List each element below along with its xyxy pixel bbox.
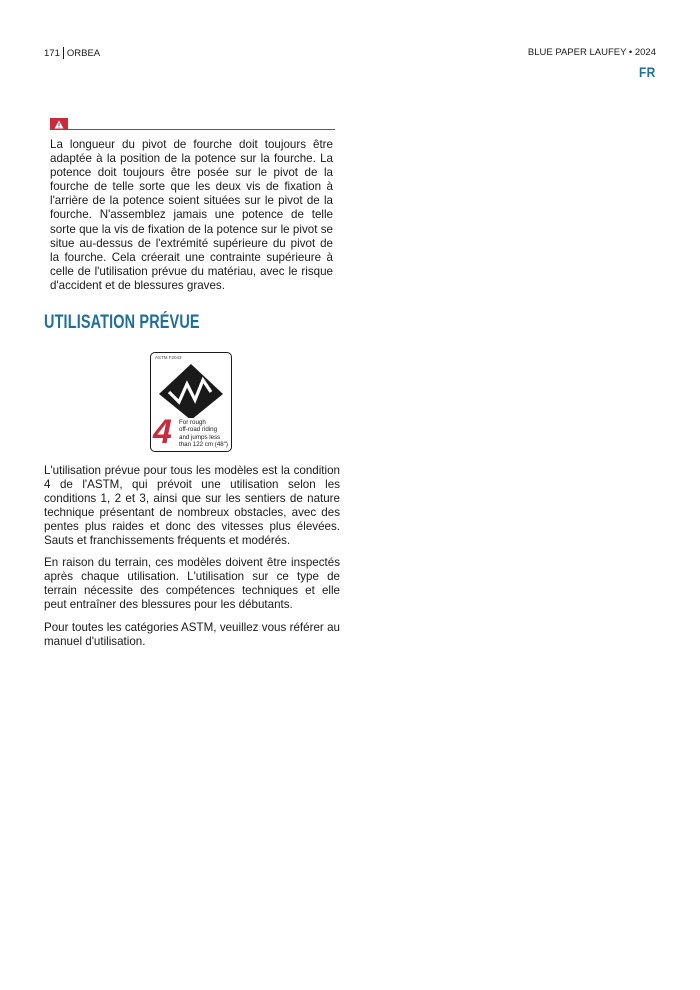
language-code: FR [639, 64, 656, 80]
brand-name: ORBEA [66, 47, 101, 59]
astm-desc-line: and jumps less [179, 433, 221, 441]
terrain-diamond-icon [157, 362, 225, 418]
body-paragraph: En raison du terrain, ces modèles doivent être inspectés après chaque utilisation. L'utilisation sur ce type de terrain nécessite des compétences techniques et elle peut entraîner des blessures pour les débutants. [44, 556, 340, 612]
astm-description [179, 419, 228, 449]
section-title: UTILISATION PRÉVUE [44, 312, 200, 333]
body-paragraph: Pour toutes les catégories ASTM, veuillez vous référer au manuel d'utilisation. [44, 621, 340, 649]
warning-text: La longueur du pivot de fourche doit toujours être adaptée à la position de la potence sur la fourche. La potence doit toujours être posée sur le pivot de la fourche de telle sorte que les deux vis de fixation à l'arrière de la potence soient situées sur le pivot de la fourche. N'assemblez jamais une potence de telle sorte que la vis de fixation de la potence sur le pivot se situe au-dessus de l'extrémité supérieure du pivot de la fourche. Cela créerait une contrainte supérieure à celle de l'utilisation prévue du matériau, avec le risque d'accident et de blessures graves. [50, 138, 333, 292]
astm-desc-line: off-road riding [179, 426, 218, 434]
page-number: 171 [44, 47, 60, 59]
body-paragraph: L'utilisation prévue pour tous les modèles est la condition 4 de l'ASTM, qui prévoit une utilisation selon les conditions 1, 2 et 3, ainsi que sur les sentiers de nature technique présentant de nombreux obstacles, avec des pentes plus raides et donc des vitesses plus élevées. Sauts et franchissements fréquents et modérés. [44, 464, 340, 548]
astm-category-number: 4 [153, 413, 172, 451]
header-divider [63, 47, 64, 59]
astm-desc-line: than 122 cm (48") [179, 441, 228, 449]
astm-category-badge [150, 352, 232, 452]
page-header-left [44, 47, 100, 59]
astm-desc-line: For rough [179, 419, 206, 426]
warning-rule [50, 129, 335, 130]
warning-triangle-icon [54, 120, 64, 129]
astm-code: ASTM F2043 [155, 355, 182, 360]
publication-title: BLUE PAPER LAUFEY • 2024 [527, 47, 656, 58]
